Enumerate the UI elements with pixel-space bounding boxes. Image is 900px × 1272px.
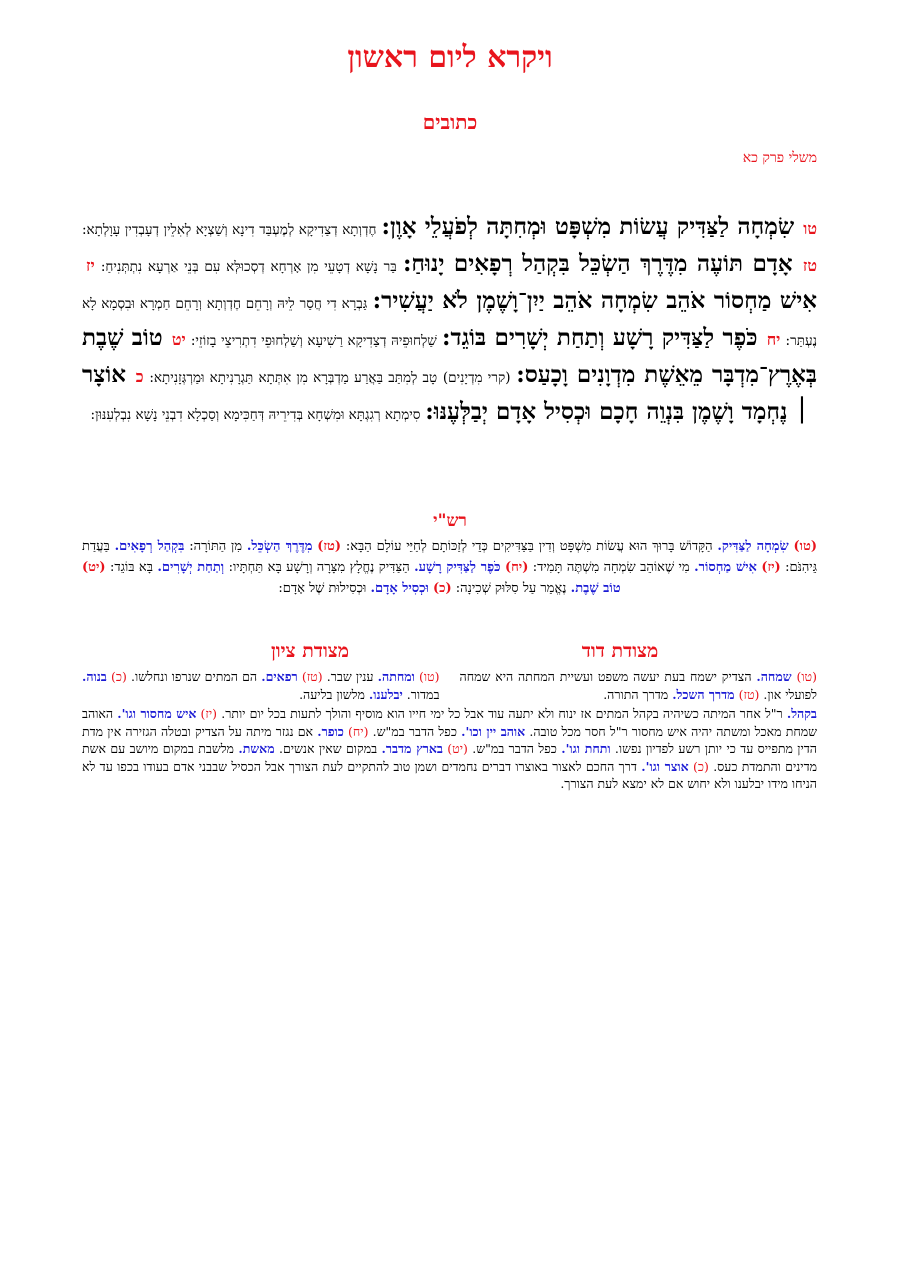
verse-number: יח: [766, 330, 781, 349]
mz-verse-number: (טו): [418, 669, 440, 684]
mz-text: הם המתים שנרפו ונחלשו.: [131, 669, 258, 684]
verse-targum: בַּר נָשָׁא דְטָעֵי מִן אָרְחָא דְסְכוּלְּא עִם בְּנֵי אַרְעָא נִתְתְּנִיחַ:: [100, 259, 397, 275]
mz-heading: יבלענו.: [368, 686, 403, 702]
md-heading: כופר.: [317, 723, 344, 739]
md-heading: בארץ מדבר.: [381, 741, 443, 756]
rashi-heading: אִישׁ מַחְסוֹר.: [694, 560, 757, 575]
rashi-verse-number: (יז): [761, 560, 781, 575]
md-heading: שמחה.: [756, 669, 792, 684]
verse-hebrew: כֹּפֶר לַצַּדִּיק רָשָׁע וְתַחַת יְשָׁרִים בּוֹגֵד:: [442, 324, 758, 351]
md-text: כפל הדבר במ"ש.: [372, 723, 457, 739]
rashi-text: הַצַּדִּיק נֶחֱלָץ מִצָּרָה וְרָשָׁע בָּא תַּחְתָּיו:: [228, 560, 410, 575]
mz-heading: רפאים.: [261, 669, 298, 684]
verse-hebrew: אוֹצָר ׀ נֶחְמָד וָשֶׁמֶן בִּנְוֵה חָכָם וּכְסִיל אָדָם יְבַלְּעֶנּוּ:: [82, 361, 809, 425]
mz-text: במדור.: [406, 686, 440, 702]
md-text: מדרך התורה.: [603, 686, 669, 702]
rashi-text: מִי שֶׁאוֹהֵב שִׂמְחָה מִשְׁתֶּה תָּמִיד:: [532, 560, 690, 575]
verse-targum: שַׁלְחוּפֵיהּ דְצַדִיקָא רַשִׁיעָא וְשַׁלְחוּפֵי דִתְרִיצֵי בָזוֹזֵי:: [190, 333, 437, 349]
verse-targum: סִימְתָא רְגִגְתָּא וּמִשְׁחָא בְּדִירֵיהּ דְּחַכִּימָא וְסַכְלָא דִבְנֵי נָשָׁא נִבְלְעִנּוּן:: [90, 407, 421, 423]
rashi-verse-number: (טז): [317, 539, 342, 554]
rashi-heading: וּכְסִיל אָדָם.: [370, 581, 429, 596]
md-text: אם נגזר מיתה על הצדיק ובטלה הגזירה אין מדת הדין מתפייס עד כי יותן רשע לפדיון נפשו.: [82, 723, 817, 756]
verse-targum: גַּבְרָא דִי חֲסַר לֵיהּ וְרָחֵם חֶדְוְתָא וְרָחֵם חַמְרָא וּבִסְמָא לָא נֶעְתַּר:: [82, 296, 817, 349]
md-text: דרך החכם לאצור באוצרו דברים נחמדים ושמן טוב להתקיים לעת הצורך אבל הכסיל שבבני אדם בעודו בכפו עד לא הניחו מידו יבלענו ולא יחוש אם לא ימצא לעת הצורך.: [82, 758, 817, 791]
rashi-verse-number: (יט): [82, 560, 106, 575]
rashi-heading: טוֹב שֶׁבֶת.: [570, 581, 621, 596]
verse-number: טו: [803, 219, 817, 238]
verse-number: טז: [802, 256, 817, 275]
rashi-heading: וְתַחַת יְשָׁרִים.: [157, 560, 225, 575]
commentaries: [82, 668, 817, 793]
verse-qere: (קרי מִדְיָנִים): [442, 370, 511, 386]
verse-hebrew: אִישׁ מַחְסוֹר אֹהֵב שִׂמְחָה אֹהֵב יַיִן־וָשֶׁמֶן לֹא יַעֲשִׁיר:: [372, 287, 818, 314]
md-verse-number: (טז): [738, 686, 760, 702]
page-title: ויקרא ליום ראשון: [347, 40, 553, 75]
rashi-verse-number: (יח): [504, 560, 529, 575]
mz-text: ענין שבר.: [326, 669, 374, 684]
metzudat-zion-column: [82, 668, 440, 703]
metzudat-zion-title: מצודת ציון: [270, 640, 350, 662]
md-heading: ותחת וגו'.: [561, 741, 611, 756]
md-verse-number: (טו): [796, 669, 817, 684]
rashi-heading: כֹּפֶר לַצַּדִּיק רָשָׁע.: [414, 560, 501, 575]
md-verse-number: (יח): [348, 723, 369, 739]
rashi-heading: בִּקְהַל רְפָאִים.: [114, 539, 185, 554]
md-verse-number: (יט): [447, 741, 468, 756]
md-heading: אוצר וגו'.: [641, 758, 689, 774]
mz-verse-number: (כ): [111, 669, 127, 684]
md-text: ר"ל אחר המיתה כשיהיה בקהל המתים אז ינוח ולא יתעה עוד אבל כל ימי חייו הוא מוסיף והולך לתעות בכל יום יותר.: [221, 706, 783, 721]
rashi-heading: מִדֶּרֶךְ הַשְׂכֵּל.: [246, 539, 313, 554]
verse-hebrew: שִׂמְחָה לַצַּדִּיק עֲשׂוֹת מִשְׁפָּט וּמְחִתָּה לְפֹעֲלֵי אָוֶן:: [381, 213, 795, 240]
rashi-title: רש"י: [433, 511, 467, 531]
md-heading: בקהל.: [786, 706, 817, 721]
rashi-text: נֶאֱמַר עַל סִלּוּק שְׁכִינָה:: [455, 581, 567, 596]
verse-number: יז: [86, 256, 95, 275]
verse-number: יט: [171, 330, 186, 349]
verse-targum: חֶדְוְתָא דְצַדִיקָא לְמֶעְבַּד דִינָא וְשַׁצְיָא לְאִלֵין דְעָבְדִין עָוָלְתָא:: [82, 222, 377, 238]
rashi-heading: שִׂמְחָה לַצַּדִּיק.: [717, 539, 789, 554]
md-text: כפל הדבר במ"ש.: [472, 741, 557, 756]
metzudat-david-title: מצודת דוד: [581, 640, 659, 662]
md-text: הצדיק ישמח בעת יעשה משפט ועשיית המחתה היא שמחה לפועלי און.: [459, 669, 817, 702]
rashi-verse-number: (טו): [793, 539, 817, 554]
chapter-heading: משלי פרק כא: [742, 150, 817, 166]
verse-targum: טָב לְמִתַּב בַּאֲרַע מַדְבְּרָא מִן אִתְּתָא תַּגְרָנִיתָא וּמַרְגְּזָנִיתָא:: [149, 370, 438, 386]
scripture-text: [82, 210, 817, 432]
metzudat-david-column: [460, 668, 818, 703]
rashi-commentary: [82, 536, 817, 599]
rashi-text: מִן הַתּוֹרָה:: [189, 539, 243, 554]
md-heading: אוהב יין וכו'.: [461, 723, 526, 739]
mz-heading: ומחתה.: [377, 669, 415, 684]
commentary-columns: [82, 668, 817, 703]
metzudat-david-continuation: [82, 705, 817, 793]
md-heading: מדרך השכל.: [672, 686, 735, 702]
mz-heading: בנוה.: [82, 669, 107, 684]
mz-verse-number: (טז): [301, 669, 323, 684]
md-verse-number: (כ): [692, 758, 709, 774]
md-heading: מאשת.: [238, 741, 275, 756]
rashi-text: וּכְסִילוּת שֶׁל אָדָם:: [278, 581, 367, 596]
md-text: מלשבת במקום מיושב עם אשת מדינים והתמדת כעס.: [82, 741, 818, 774]
md-text: במקום שאין אנשים.: [278, 741, 378, 756]
verse-number: כ: [135, 367, 144, 386]
rashi-text: בַּעֲדַת גֵּיהִנֹּם:: [82, 539, 818, 575]
md-heading: איש מחסור וגו'.: [117, 706, 197, 721]
rashi-text: הַקָּדוֹשׁ בָּרוּךְ הוּא עֲשׂוֹת מִשְׁפָּט וְדִין בַּצַּדִּיקִים כְּדֵי לְזַכּוֹתָם לְחַיֵּי עוֹלָם הַבָּא:: [345, 539, 713, 554]
verse-hebrew: טוֹב שֶׁבֶת בְּאֶרֶץ־מִדְבָּר מֵאֵשֶׁת מִדְוָנִים וָכָעַס:: [82, 324, 817, 388]
verse-hebrew: אָדָם תּוֹעֶה מִדֶּרֶךְ הַשְׂכֵּל בִּקְהַל רְפָאִים יָנוּחַ:: [402, 250, 793, 277]
rashi-text: בָּא בּוֹגֵד:: [109, 560, 153, 575]
rashi-verse-number: (כ): [432, 581, 452, 596]
section-title: כתובים: [422, 110, 478, 134]
md-text: האוהב שמחת מאכל ומשתה יהיה איש מחסור ר"ל חסר מכל טובה.: [82, 706, 818, 739]
md-verse-number: (יז): [200, 706, 218, 721]
mz-text: מלשון בליעה.: [299, 686, 365, 702]
